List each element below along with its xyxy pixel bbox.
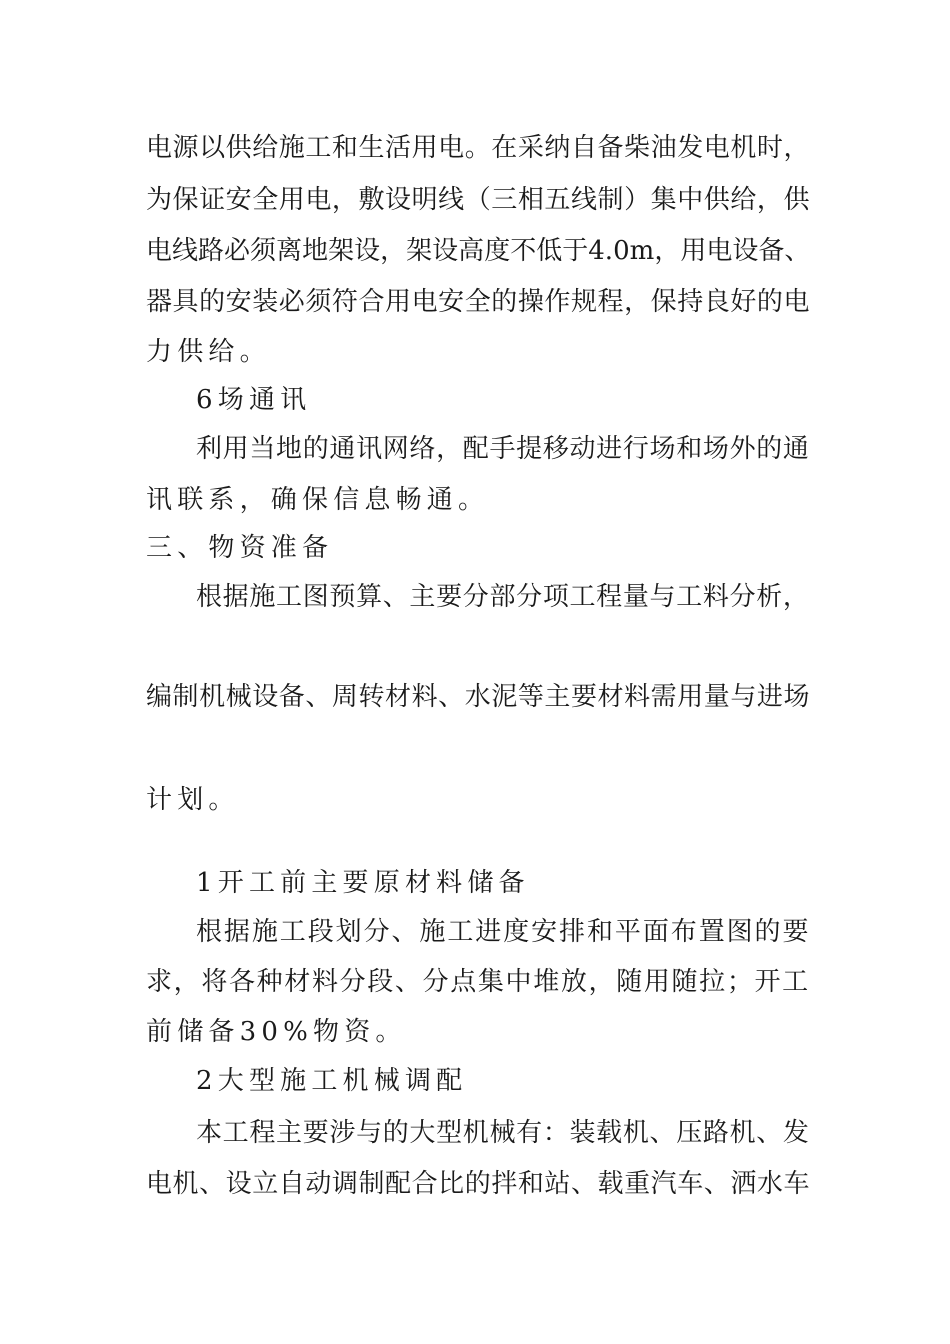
paragraph-line: 器具的安装必须符合用电安全的操作规程，保持良好的电 [146, 287, 811, 317]
paragraph-line: 电源以供给施工和生活用电。在采纳自备柴油发电机时， [146, 133, 811, 163]
paragraph-line: 电机、设立自动调制配合比的拌和站、载重汽车、洒水车 [146, 1169, 811, 1199]
paragraph-line: 根据施工段划分、施工进度安排和平面布置图的要 [196, 917, 811, 947]
paragraph-line: 力供给。 [146, 337, 271, 367]
section-heading: 2大型施工机械调配 [196, 1066, 468, 1096]
paragraph-line: 讯联系，确保信息畅通。 [146, 485, 490, 515]
section-heading: 1开工前主要原材料储备 [196, 868, 530, 898]
section-heading: 三、物资准备 [146, 533, 334, 563]
paragraph-line: 编制机械设备、周转材料、水泥等主要材料需用量与进场 [146, 682, 811, 712]
paragraph-line: 本工程主要涉与的大型机械有：装载机、压路机、发 [196, 1118, 810, 1148]
paragraph-line: 为保证安全用电，敷设明线（三相五线制）集中供给，供 [146, 185, 811, 215]
paragraph-line: 前储备30%物资。 [146, 1017, 407, 1047]
paragraph-line: 利用当地的通讯网络，配手提移动进行场和场外的通 [196, 434, 810, 464]
paragraph-line: 计划。 [146, 785, 240, 815]
paragraph-line: 电线路必须离地架设，架设高度不低于4.0m，用电设备、 [146, 236, 811, 266]
paragraph-line: 求，将各种材料分段、分点集中堆放，随用随拉；开工 [146, 967, 810, 997]
paragraph-line: 根据施工图预算、主要分部分项工程量与工料分析， [196, 582, 810, 612]
section-heading: 6场通讯 [196, 385, 312, 415]
